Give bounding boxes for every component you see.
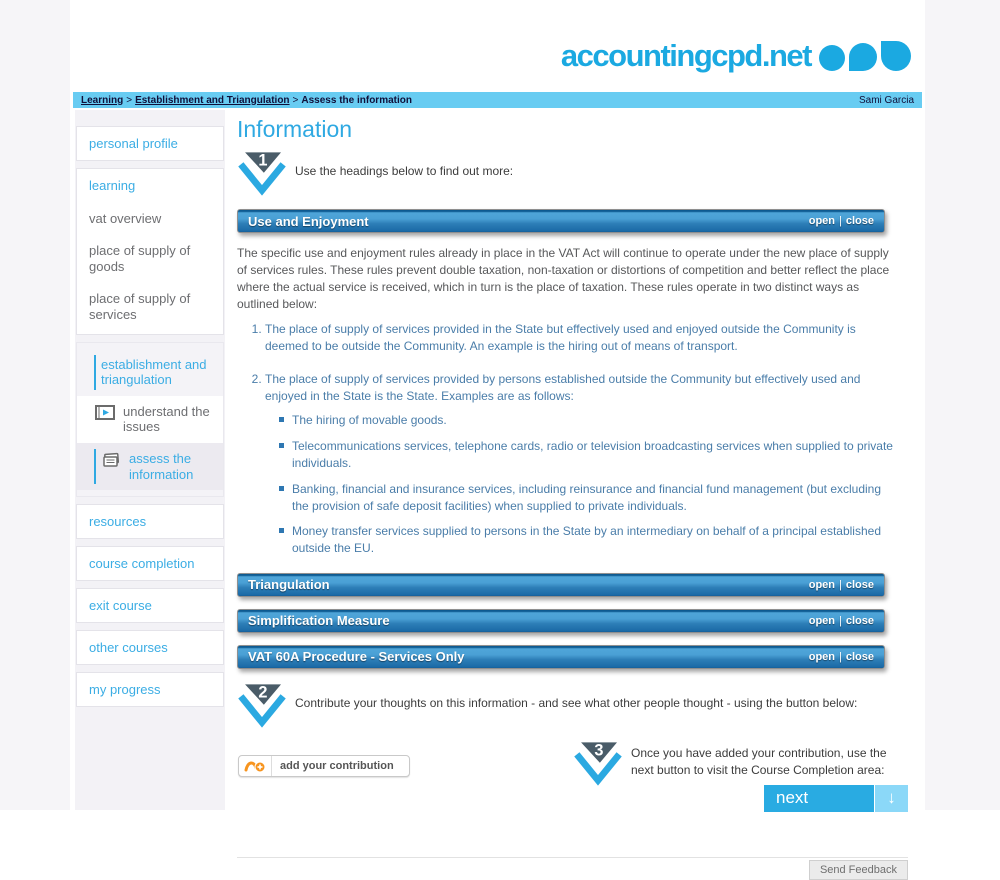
bullet-list — [265, 412, 895, 557]
step-3-icon — [573, 739, 623, 789]
sidebar-item-personal-profile[interactable]: personal profile — [76, 126, 224, 161]
svg-text:3: 3 — [594, 741, 604, 760]
add-contribution-button[interactable] — [238, 755, 410, 777]
sidebar-item-place-of-supply-goods[interactable]: place of supply of goods — [89, 243, 191, 274]
sidebar-item-label: understand the issues — [123, 403, 210, 435]
bullet-item: The hiring of movable goods. — [279, 412, 895, 429]
sidebar-item-exit-course[interactable]: exit course — [76, 588, 224, 623]
next-button[interactable] — [764, 785, 908, 812]
right-gutter — [925, 0, 1000, 810]
section-bar-simplification-measure[interactable] — [237, 609, 885, 633]
next-button-label: next — [764, 785, 874, 812]
svg-text:1: 1 — [258, 151, 268, 170]
logo — [561, 40, 911, 71]
sidebar-item-vat-overview[interactable]: vat overview — [89, 210, 162, 226]
section-title: VAT 60A Procedure - Services Only — [248, 649, 465, 665]
section-title: Triangulation — [248, 577, 330, 593]
section-bar-use-and-enjoyment[interactable] — [237, 209, 885, 233]
numbered-item-text: The place of supply of services provided by persons established outside the Community but effectively used and enjoyed in the State is the State. Examples are as follows: — [265, 371, 861, 403]
left-gutter — [0, 0, 70, 810]
user-name: Sami Garcia — [858, 94, 914, 106]
bottom-actions — [237, 739, 908, 851]
open-close-divider: | — [839, 650, 842, 663]
step-3 — [573, 739, 908, 789]
close-link[interactable]: close — [845, 578, 874, 591]
breadcrumb-separator: > — [292, 94, 299, 106]
sidebar-item-understand-issues[interactable] — [77, 396, 223, 443]
sidebar-item-assess-information[interactable] — [77, 443, 223, 490]
logo-shapes-icon — [819, 41, 911, 71]
breadcrumb-link-establishment[interactable]: Establishment and Triangulation — [135, 94, 290, 106]
step-1-text: Use the headings below to find out more: — [295, 164, 514, 178]
numbered-item — [265, 321, 895, 355]
sidebar-subnav — [76, 342, 224, 498]
feedback-row — [237, 860, 908, 880]
bullet-item: Money transfer services supplied to persons in the State by an intermediary on behalf of a principal established outside the EU. — [279, 523, 895, 557]
numbered-list — [237, 321, 895, 557]
open-close-controls — [809, 615, 874, 627]
sidebar-item-resources[interactable]: resources — [76, 504, 224, 539]
sidebar-item-label: establishment and triangulation — [101, 356, 207, 388]
step-2 — [237, 681, 908, 731]
close-link[interactable]: close — [845, 614, 874, 627]
page-title: Information — [237, 116, 353, 142]
open-close-divider: | — [839, 614, 842, 627]
section-bar-vat-60a-procedure[interactable] — [237, 645, 885, 669]
section-title: Simplification Measure — [248, 613, 390, 629]
logo-bubble-icon — [849, 43, 877, 71]
open-close-controls — [809, 579, 874, 591]
svg-text:2: 2 — [258, 683, 268, 702]
bullet-item: Telecommunications services, telephone cards, radio or television broadcasting services when supplied to private individuals. — [279, 438, 895, 472]
sidebar-item-label: assess the information — [129, 450, 194, 482]
open-close-divider: | — [839, 578, 842, 591]
pages-icon — [101, 452, 123, 472]
open-close-divider: | — [839, 215, 842, 227]
numbered-item-text: The place of supply of services provided in the State but effectively used and enjoyed outside the Community is deemed to be outside the Community. An example is the hiring out of means of transport. — [265, 322, 856, 353]
contribution-icon — [239, 756, 272, 776]
header — [70, 0, 925, 92]
page — [70, 0, 925, 876]
step-2-text: Contribute your thoughts on this information - and see what other people thought - using the button below: — [295, 695, 858, 710]
step-1-icon — [237, 149, 287, 199]
add-contribution-label: add your contribution — [280, 759, 394, 772]
open-link[interactable]: open — [808, 614, 835, 627]
footer-divider — [237, 857, 908, 858]
numbered-item — [265, 371, 895, 557]
section-title: Use and Enjoyment — [248, 213, 369, 229]
send-feedback-button[interactable]: Send Feedback — [809, 860, 908, 880]
active-indicator-bar — [94, 355, 96, 390]
close-link[interactable]: close — [845, 650, 874, 663]
sidebar-item-establishment-triangulation[interactable] — [77, 349, 223, 396]
logo-bubble2-icon — [881, 41, 911, 71]
open-close-controls — [809, 651, 874, 663]
sidebar-group-learning — [76, 168, 224, 335]
sidebar-item-other-courses[interactable]: other courses — [76, 630, 224, 665]
sidebar-item-my-progress[interactable]: my progress — [76, 672, 224, 707]
breadcrumb-current: Assess the information — [301, 94, 412, 106]
sidebar-item-course-completion[interactable]: course completion — [76, 546, 224, 581]
logo-circle-icon — [819, 45, 845, 71]
logo-text: accountingcpd.net — [560, 38, 811, 73]
breadcrumb-separator: > — [126, 94, 133, 106]
step-2-icon — [237, 681, 287, 731]
breadcrumb — [81, 95, 412, 106]
sidebar-item-learning[interactable]: learning — [89, 178, 136, 193]
section-bar-triangulation[interactable] — [237, 573, 885, 597]
main-content — [237, 106, 908, 880]
active-indicator-bar — [94, 449, 96, 484]
sidebar — [75, 110, 225, 810]
breadcrumb-link-learning[interactable]: Learning — [81, 94, 124, 106]
open-link[interactable]: open — [808, 578, 835, 591]
close-link[interactable]: close — [845, 215, 874, 227]
step-1 — [237, 149, 908, 199]
down-arrow-icon: ↓ — [875, 785, 908, 812]
open-close-controls — [809, 215, 874, 227]
sidebar-item-place-of-supply-services[interactable]: place of supply of services — [89, 291, 191, 322]
video-icon — [95, 405, 117, 424]
bullet-item: Banking, financial and insurance services, including reinsurance and financial fund management (but excluding the provision of safe deposit facilities) when supplied to private individuals. — [279, 481, 895, 515]
open-link[interactable]: open — [808, 650, 835, 663]
step-3-text: Once you have added your contribution, use the next button to visit the Course Completion area: — [631, 745, 887, 777]
section-paragraph: The specific use and enjoyment rules already in place in the VAT Act will continue to operate under the new place of supply of services rules. These rules prevent double taxation, non-taxation or distortions of competition and better reflect the place where the actual service is received, which in turn is the place of taxation. These rules operate in two distinct ways as outlined below: — [237, 246, 890, 312]
open-link[interactable]: open — [808, 215, 835, 227]
